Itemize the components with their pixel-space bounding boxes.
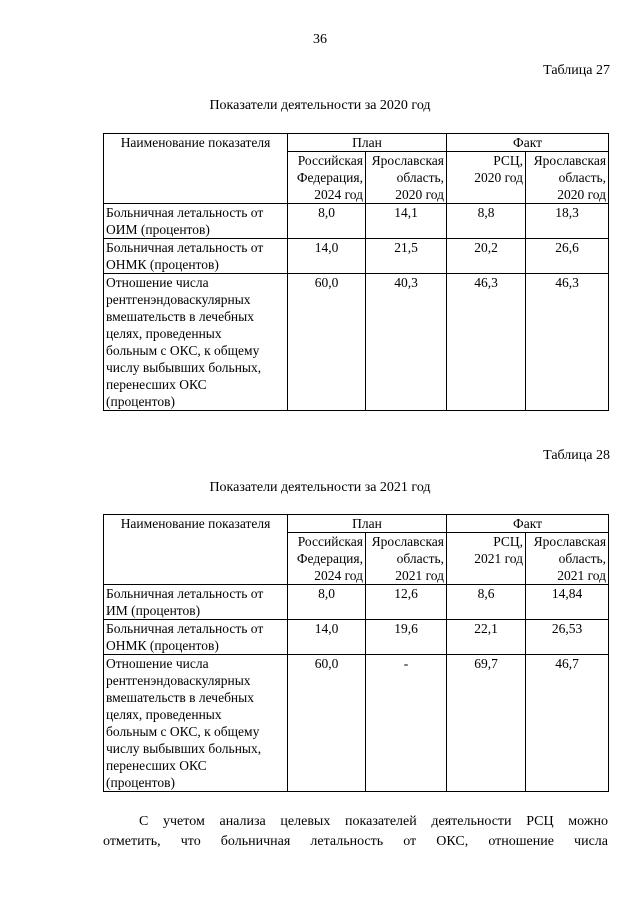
subheader-line: 2024 год [314,187,363,202]
value-cell: 12,6 [366,585,447,620]
table-row [104,585,609,620]
subheader-cell [366,152,447,204]
subheader-line: Федерация, [296,170,363,185]
subheader-line: Российская [297,534,363,549]
value-cell: 46,3 [526,274,609,411]
value-cell: 21,5 [366,239,447,274]
row-name-line: целях, проведенных [106,326,222,341]
subheader-line: Ярославская [533,534,607,549]
row-name-line: Больничная летальность от [106,586,264,601]
value-cell: 8,0 [288,585,366,620]
subheader-cell [526,152,609,204]
value-cell: 46,7 [526,655,609,792]
header-indicator: Наименование показателя [104,515,288,585]
row-name-line: числу выбывших больных, [106,741,262,756]
row-name-line: (процентов) [106,394,176,409]
value-cell: 14,0 [288,239,366,274]
subheader-line: 2020 год [557,187,607,202]
value-cell: 40,3 [366,274,447,411]
header-indicator: Наименование показателя [104,134,288,204]
row-name-line: вмешательств в лечебных [106,690,254,705]
subheader-line: область, [396,551,445,566]
row-name-line: ОНМК (процентов) [106,638,219,653]
row-name-line: больным с ОКС, к общему [106,724,260,739]
table-28 [103,514,609,792]
table-row [104,204,609,239]
paragraph-line: С учетом анализа целевых показателей деятельности РСЦ можно [139,814,608,829]
subheader-line: Федерация, [296,551,363,566]
value-cell: 8,6 [447,585,526,620]
row-name-line: рентгенэндоваскулярных [106,292,251,307]
row-name-line: Отношение числа [106,656,209,671]
value-cell: 22,1 [447,620,526,655]
row-name-line: перенесших ОКС [106,758,207,773]
value-cell: 8,8 [447,204,526,239]
row-name [104,274,288,411]
paragraph-line: отметить, что больничная летальность от ОКС, отношение числа [103,834,608,849]
subheader-line: Российская [297,153,363,168]
table-row [104,620,609,655]
table-28-title: Показатели деятельности за 2021 год [209,480,431,495]
page-number: 36 [313,32,327,47]
row-name-line: вмешательств в лечебных [106,309,254,324]
subheader-line: 2021 год [557,568,607,583]
row-name-line: ОНМК (процентов) [106,257,219,272]
subheader-cell [526,533,609,585]
subheader-line: область, [558,170,607,185]
row-name-line: Больничная летальность от [106,205,264,220]
row-name [104,620,288,655]
row-name [104,585,288,620]
value-cell: 19,6 [366,620,447,655]
row-name-line: (процентов) [106,775,176,790]
row-name-line: ИМ (процентов) [106,603,201,618]
table-27 [103,133,609,411]
row-name-line: Больничная летальность от [106,621,264,636]
row-name-line: Больничная летальность от [106,240,264,255]
subheader-cell [447,152,526,204]
subheader-cell [288,533,366,585]
subheader-cell [288,152,366,204]
subheader-line: область, [396,170,445,185]
subheader-line: Ярославская [371,153,445,168]
header-fact: Факт [447,515,609,533]
value-cell: 26,6 [526,239,609,274]
row-name [104,655,288,792]
header-plan: План [288,134,447,152]
subheader-line: Ярославская [371,534,445,549]
header-fact: Факт [447,134,609,152]
row-name [104,204,288,239]
value-cell: - [366,655,447,792]
value-cell: 14,84 [526,585,609,620]
value-cell: 8,0 [288,204,366,239]
table-27-label: Таблица 27 [543,63,610,78]
row-name-line: перенесших ОКС [106,377,207,392]
subheader-line: РСЦ, [493,534,524,549]
row-name-line: Отношение числа [106,275,209,290]
subheader-line: 2020 год [395,187,445,202]
value-cell: 14,1 [366,204,447,239]
subheader-line: область, [558,551,607,566]
value-cell: 69,7 [447,655,526,792]
subheader-line: РСЦ, [493,153,524,168]
row-name-line: рентгенэндоваскулярных [106,673,251,688]
subheader-line: 2020 год [474,170,524,185]
row-name-line: ОИМ (процентов) [106,222,210,237]
subheader-line: 2024 год [314,568,363,583]
row-name [104,239,288,274]
value-cell: 46,3 [447,274,526,411]
value-cell: 60,0 [288,274,366,411]
value-cell: 20,2 [447,239,526,274]
subheader-cell [366,533,447,585]
value-cell: 60,0 [288,655,366,792]
body-paragraph [103,812,608,852]
value-cell: 14,0 [288,620,366,655]
subheader-cell [447,533,526,585]
table-row [104,239,609,274]
table-28-label: Таблица 28 [543,448,610,463]
subheader-line: Ярославская [533,153,607,168]
row-name-line: целях, проведенных [106,707,222,722]
subheader-line: 2021 год [474,551,524,566]
row-name-line: больным с ОКС, к общему [106,343,260,358]
table-row [104,655,609,792]
table-row [104,274,609,411]
table-27-title: Показатели деятельности за 2020 год [209,98,431,113]
value-cell: 18,3 [526,204,609,239]
value-cell: 26,53 [526,620,609,655]
row-name-line: числу выбывших больных, [106,360,262,375]
subheader-line: 2021 год [395,568,445,583]
header-plan: План [288,515,447,533]
